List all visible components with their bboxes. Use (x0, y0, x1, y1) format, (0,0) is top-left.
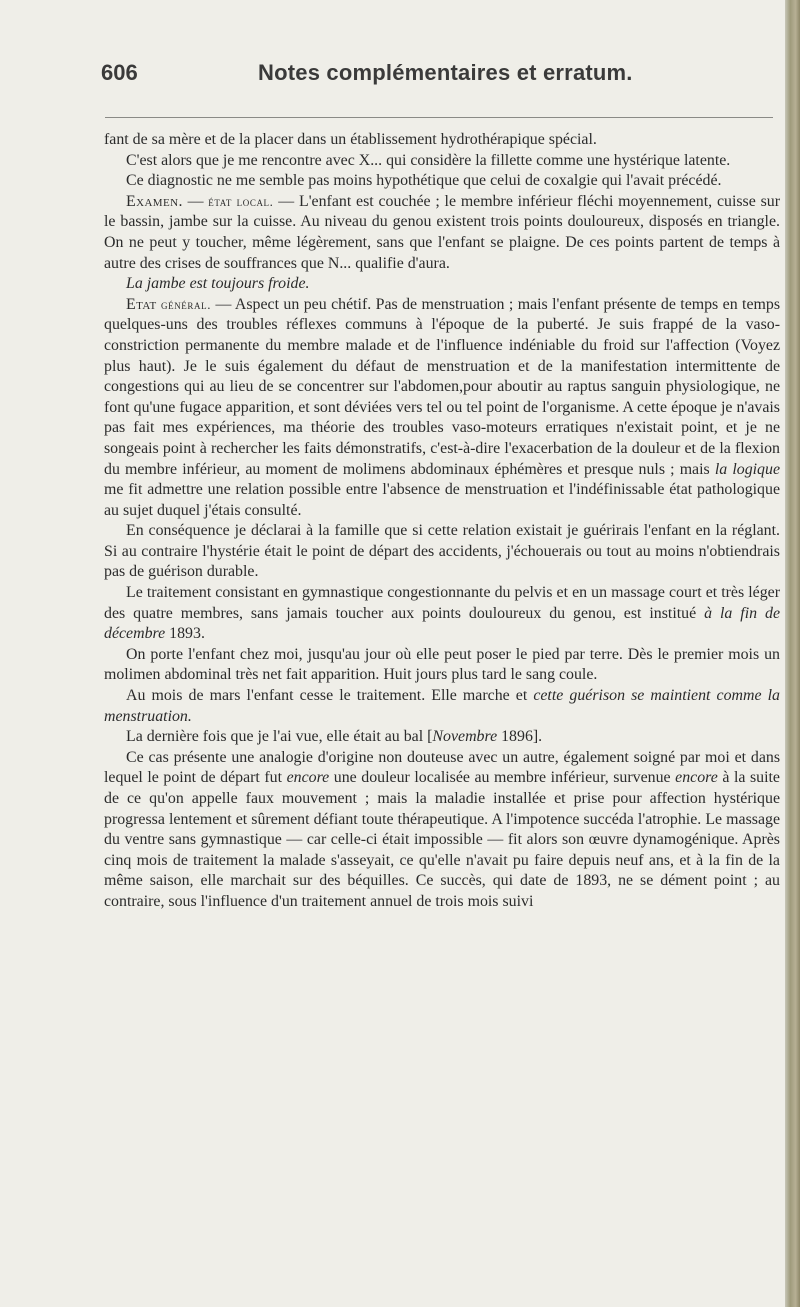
header-rule (105, 117, 773, 118)
section-label: Etat (126, 295, 157, 313)
paragraph-text: Ce cas présente une analogie d'origine non douteuse avec un autre, également soigné par moi et dans lequel le point de départ fut (104, 748, 780, 787)
paragraph: C'est alors que je me rencontre avec X... qui considère la fillette comme une hystérique latente. (126, 151, 731, 169)
paragraph-text: Le traitement consistant en gymnastique congestionnante du pelvis et en un massage court et très léger des quatre membres, sans jamais toucher aux points douloureux du genou, est institué (104, 584, 780, 622)
paragraph-etat-general (104, 295, 780, 522)
paragraph-text: une douleur localisée au membre inférieur, survenue (329, 769, 676, 787)
italic-text: encore (286, 769, 330, 787)
paragraph-text: — Aspect un peu chétif. Pas de menstruation ; mais l'enfant présente de temps en temps quelques-uns des troubles réflexes communs à l'époque de la puberté. Je suis frappé de la vaso-constriction permanente du membre malade et de l'influence indéniable du froid sur l'affection (Voyez plus haut). Je le suis également du défaut de menstruation et de la manifestation intermittente de congestions qui au lieu de se concentrer sur l'abdomen,pour aboutir au raptus sanguin physiologique, ne font qu'une fugace apparition, et sont déviées vers tel ou tel point de l'organisme. A cette époque je n'avais pas fait mes expériences, ma théorie des troubles vaso-moteurs erratiques n'existait point, et je ne songeais point à rechercher les faits démonstratifs, c'est-à-dire l'exacerbation de la douleur et de la flexion du membre inférieur, au moment de molimens abdominaux éphémères et presque nuls ; mais (104, 295, 781, 478)
paragraph-text: Au mois de mars l'enfant cesse le traitement. Elle marche et (126, 687, 534, 705)
italic-text: La jambe est toujours froide. (126, 275, 310, 293)
paragraph: Ce diagnostic ne me semble pas moins hypothétique que celui de coxalgie qui l'avait précédé. (126, 172, 722, 190)
paragraph (104, 583, 780, 645)
italic-text: cette guérison se maintient comme la menstruation. (104, 687, 780, 725)
paragraph: On porte l'enfant chez moi, jusqu'au jour où elle peut poser le pied par terre. Dès le premier mois un molimen abdominal très net fait apparition. Huit jours plus tard le sang coule. (104, 645, 780, 684)
paragraph: En conséquence je déclarai à la famille que si cette relation existait je guérirais l'enfant en la réglant. Si au contraire l'hystérie était le point de départ des accidents, j'échouerais ou tout au moins n'obtiendrais pas de guérison durable. (104, 522, 780, 581)
section-label: état local. (208, 193, 274, 209)
paragraph (104, 748, 780, 913)
section-label: Examen. (126, 192, 183, 210)
paragraph (104, 686, 780, 727)
page-edge (785, 0, 800, 1307)
italic-text: la logique (714, 460, 780, 478)
running-title: Notes complémentaires et erratum. (258, 60, 633, 85)
paragraph-text: me fit admettre une relation possible entre l'absence de menstruation et l'indéfinissable état pathologique au sujet duquel j'étais consulté. (104, 481, 780, 519)
paragraph-text: 1896]. (497, 728, 543, 746)
paragraph (104, 727, 780, 748)
italic-text: encore (675, 769, 718, 787)
italic-text: Novembre (432, 728, 498, 746)
page-header (0, 60, 785, 100)
italic-text: à la fin de décembre (104, 604, 781, 643)
paragraph: fant de sa mère et de la placer dans un établissement hydrothérapique spécial. (104, 131, 597, 148)
paragraph-examen (104, 192, 780, 274)
separator: — (182, 192, 209, 210)
paragraph-text: — L'enfant est couchée ; le membre inférieur fléchi moyennement, cuisse sur le bassin, jambe sur la cuisse. Au niveau du genou existent trois points douloureux, disposés en triangle. On ne peut y toucher, même légèrement, sans que l'enfant se plaigne. De ces points partent de temps à autre des crises de souffrances que N... qualifie d'aura. (104, 192, 780, 272)
paragraph-text: La dernière fois que je l'ai vue, elle était au bal [ (126, 728, 433, 746)
body-text (104, 130, 780, 913)
paragraph (104, 274, 780, 295)
section-label: général. (161, 296, 212, 312)
paragraph-text: à la suite de ce qu'on appelle faux mouvement ; mais la maladie installée et prise pour affection hystérique progressa lentement et sûrement défiant toute thérapeutique. A l'impotence succéda l'atrophie. Le massage du ventre sans gymnastique — car celle-ci était impossible — fit alors son œuvre dynamogénique. Après cinq mois de traitement la malade s'asseyait, ce qu'elle n'avait pu faire depuis neuf ans, et à la fin de la même saison, elle marchait sur des béquilles. Ce succès, qui date de 1893, ne se dément point ; au contraire, sous l'influence d'un traitement annuel de trois mois suivi (104, 769, 780, 910)
page-number: 606 (101, 60, 138, 85)
paragraph-text: 1893. (165, 625, 205, 643)
